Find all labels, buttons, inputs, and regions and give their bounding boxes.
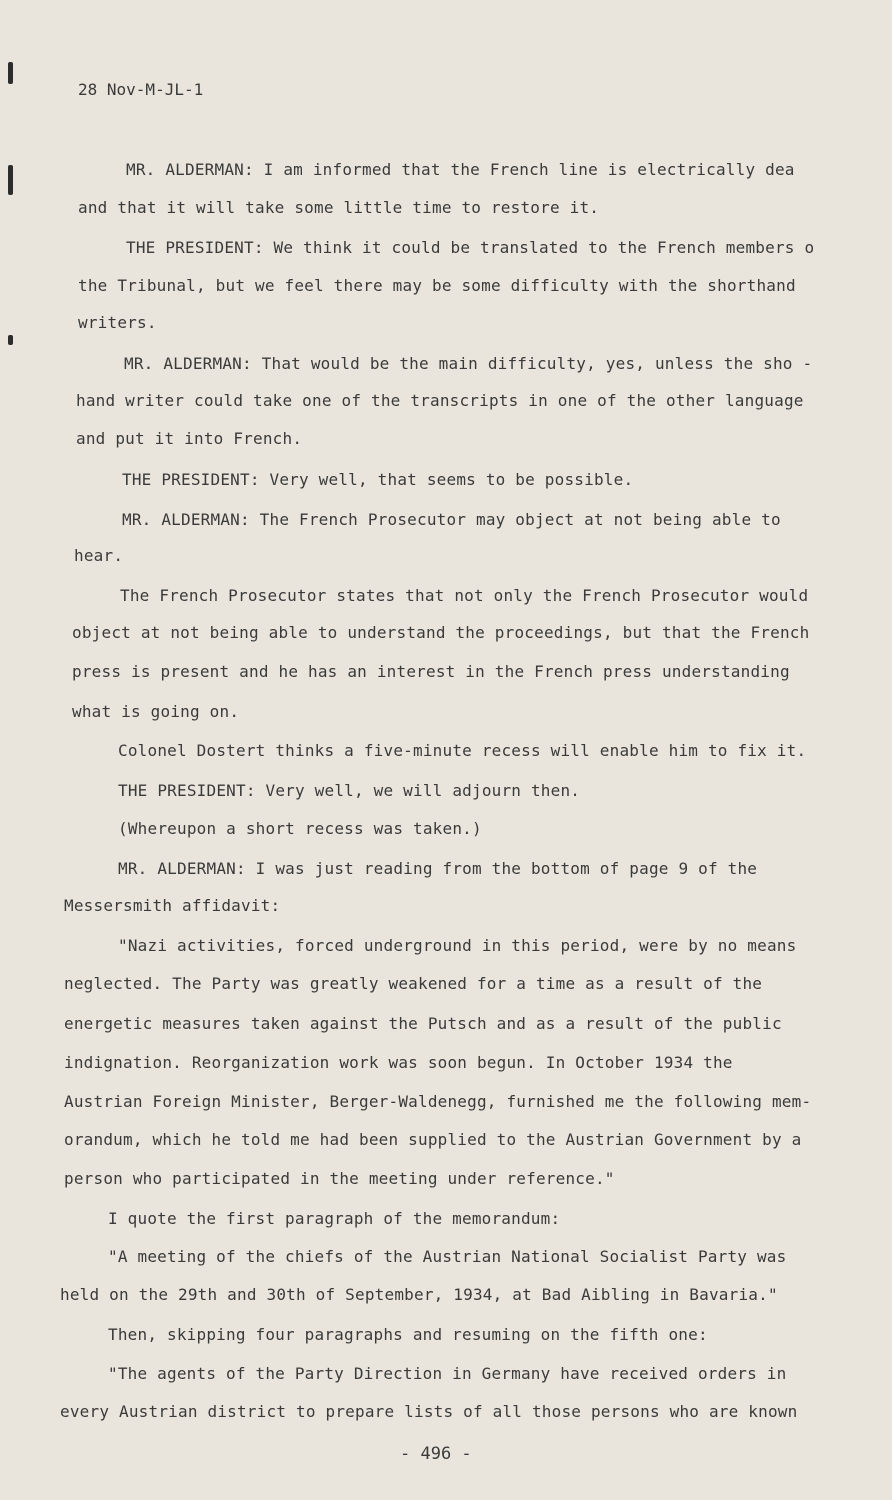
text-line: the Tribunal, but we feel there may be some difficulty with the shorthand xyxy=(78,276,796,295)
text-line: orandum, which he told me had been supplied to the Austrian Government by a xyxy=(64,1130,802,1149)
margin-mark xyxy=(8,165,13,195)
text-line: object at not being able to understand the proceedings, but that the French xyxy=(72,623,810,642)
margin-mark xyxy=(8,335,13,345)
text-line: "The agents of the Party Direction in Germany have received orders in xyxy=(108,1364,787,1383)
text-line: I quote the first paragraph of the memorandum: xyxy=(108,1209,561,1228)
margin-mark xyxy=(8,62,13,84)
text-line: hear. xyxy=(74,546,124,565)
text-line: person who participated in the meeting under reference." xyxy=(64,1169,615,1188)
text-line: "A meeting of the chiefs of the Austrian National Socialist Party was xyxy=(108,1247,787,1266)
text-line: held on the 29th and 30th of September, 1934, at Bad Aibling in Bavaria." xyxy=(60,1285,778,1304)
text-line: The French Prosecutor states that not only the French Prosecutor would xyxy=(120,586,809,605)
text-line: indignation. Reorganization work was soon begun. In October 1934 the xyxy=(64,1053,733,1072)
text-line: MR. ALDERMAN: I was just reading from the bottom of page 9 of the xyxy=(118,859,758,878)
text-line: neglected. The Party was greatly weakened for a time as a result of the xyxy=(64,974,763,993)
text-line: MR. ALDERMAN: I am informed that the French line is electrically dea xyxy=(126,160,795,179)
document-reference: 28 Nov-M-JL-1 xyxy=(78,80,204,99)
page-number: - 496 - xyxy=(400,1444,472,1464)
text-line: writers. xyxy=(78,313,157,332)
text-line: and put it into French. xyxy=(76,429,303,448)
text-line: THE PRESIDENT: Very well, we will adjourn then. xyxy=(118,781,581,800)
text-line: every Austrian district to prepare lists of all those persons who are known xyxy=(60,1402,798,1421)
text-line: Then, skipping four paragraphs and resuming on the fifth one: xyxy=(108,1325,708,1344)
text-line: Messersmith affidavit: xyxy=(64,896,281,915)
text-line: MR. ALDERMAN: That would be the main difficulty, yes, unless the sho - xyxy=(124,354,813,373)
text-line: energetic measures taken against the Putsch and as a result of the public xyxy=(64,1014,782,1033)
text-line: press is present and he has an interest in the French press understanding xyxy=(72,662,790,681)
text-line: hand writer could take one of the transcripts in one of the other language xyxy=(76,391,804,410)
text-line: Austrian Foreign Minister, Berger-Waldenegg, furnished me the following mem- xyxy=(64,1092,812,1111)
text-line: and that it will take some little time to restore it. xyxy=(78,198,600,217)
text-line: what is going on. xyxy=(72,702,240,721)
text-line: THE PRESIDENT: We think it could be translated to the French members o xyxy=(126,238,815,257)
text-line: "Nazi activities, forced underground in this period, were by no means xyxy=(118,936,797,955)
text-line: THE PRESIDENT: Very well, that seems to be possible. xyxy=(122,470,634,489)
text-line: MR. ALDERMAN: The French Prosecutor may object at not being able to xyxy=(122,510,781,529)
text-line: Colonel Dostert thinks a five-minute recess will enable him to fix it. xyxy=(118,741,807,760)
text-line: (Whereupon a short recess was taken.) xyxy=(118,819,482,838)
